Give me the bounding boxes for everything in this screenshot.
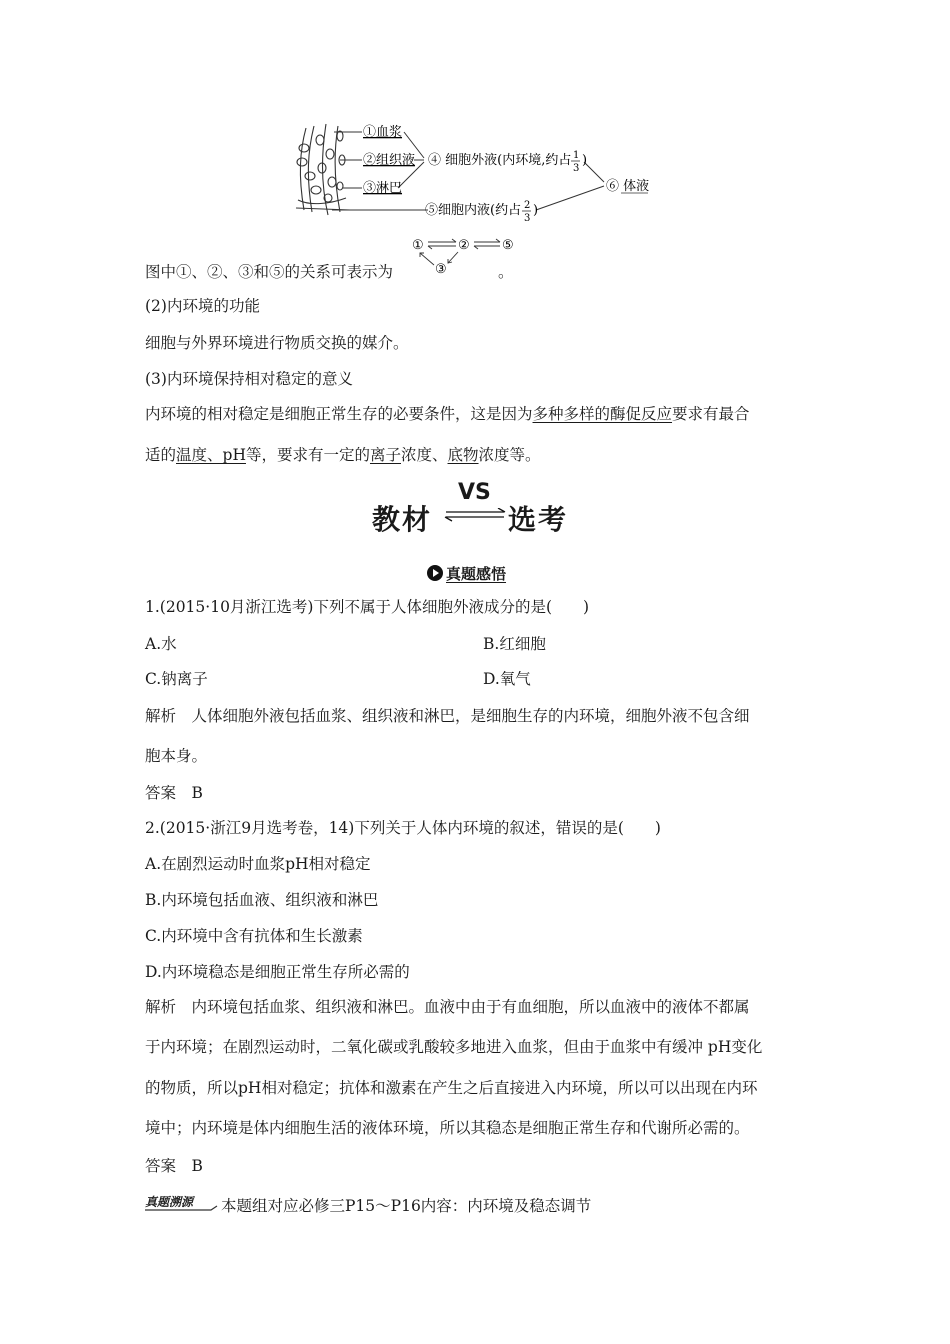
function-heading: (2)内环境的功能 (145, 297, 260, 315)
frac2-den: 3 (524, 213, 531, 224)
frac1-den: 3 (573, 163, 580, 174)
label-lymph: ③淋巴 (363, 181, 403, 196)
q2-option-b: B.内环境包括血液、组织液和淋巴 (145, 891, 379, 909)
cycle-node-3: ③ (435, 262, 447, 277)
cycle-node-5: ⑤ (502, 238, 514, 253)
label-extracellular-fluid: ④ 细胞外液(内环境,约占 (428, 153, 572, 168)
banner-left: 教材 (372, 503, 433, 536)
cell-illustration (296, 124, 350, 215)
meaning-heading: (3)内环境保持相对稳定的意义 (145, 370, 353, 388)
q2-option-c: C.内环境中含有抗体和生长激素 (145, 927, 363, 945)
banner-vs: VS (458, 480, 491, 505)
play-icon (427, 565, 443, 581)
q1-option-a: A.水 (145, 635, 177, 653)
q1-analysis-line1: 解析 人体细胞外液包括血浆、组织液和淋巴，是细胞生存的内环境，细胞外液不包含细 (145, 707, 750, 725)
q1-option-d: D.氧气 (483, 670, 531, 688)
q2-analysis-line3: 的物质，所以pH相对稳定；抗体和激素在产生之后直接进入内环境，所以可以出现在内环 (145, 1079, 758, 1097)
meaning-paragraph-line2: 适的温度、pH等，要求有一定的离子浓度、底物浓度等。 (145, 446, 541, 464)
q1-option-c: C.钠离子 (145, 670, 208, 688)
body-fluid-diagram (290, 120, 670, 230)
q2-analysis-line4: 境中；内环境是体内细胞生活的液体环境，所以其稳态是细胞正常生存和代谢所必需的。 (145, 1119, 750, 1137)
q1-stem: 1.(2015·10月浙江选考)下列不属于人体细胞外液成分的是( ) (145, 598, 590, 616)
cycle-node-1: ① (412, 238, 424, 253)
svg-text:): ) (582, 153, 588, 168)
label-body-fluid: ⑥ 体液 (606, 179, 650, 194)
textbook-vs-exam-banner (370, 480, 580, 535)
q2-option-a: A.在剧烈运动时血浆pH相对稳定 (145, 855, 371, 873)
frac1-num: 1 (573, 150, 580, 161)
q2-analysis-line1: 解析 内环境包括血浆、组织液和淋巴。血液中由于有血细胞，所以血液中的液体不都属 (145, 998, 750, 1016)
tag-underline-icon (145, 1193, 221, 1213)
meaning-paragraph-line1: 内环境的相对稳定是细胞正常生存的必要条件，这是因为多种多样的酶促反应要求有最合 (145, 405, 750, 423)
q2-option-d: D.内环境稳态是细胞正常生存所必需的 (145, 963, 410, 981)
label-intracellular-fluid: ⑤细胞内液(约占 (425, 203, 522, 218)
svg-text:): ) (533, 203, 539, 218)
label-plasma: ①血浆 (363, 125, 403, 140)
q1-answer: 答案 B (145, 784, 203, 802)
q1-analysis-line2: 胞本身。 (145, 747, 208, 765)
source-tag-label: 真题溯源 (145, 1195, 194, 1209)
q1-option-b: B.红细胞 (483, 635, 546, 653)
q2-analysis-line2: 于内环境；在剧烈运动时，二氧化碳或乳酸较多地进入血浆，但由于血浆中有缓冲 pH变化 (145, 1038, 763, 1056)
frac2-num: 2 (524, 200, 531, 211)
source-tag (145, 1193, 217, 1213)
source-text: 本题组对应必修三P15～P16内容：内环境及稳态调节 (221, 1197, 592, 1215)
banner-right: 选考 (508, 503, 569, 536)
label-tissue-fluid: ②组织液 (363, 153, 416, 168)
cycle-node-2: ② (458, 238, 470, 253)
q2-stem: 2.(2015·浙江9月选考卷，14)下列关于人体内环境的叙述，错误的是( ) (145, 819, 661, 837)
function-text: 细胞与外界环境进行物质交换的媒介。 (145, 334, 409, 352)
double-arrow-icon (442, 508, 508, 522)
section-heading: 真题感悟 (427, 563, 506, 584)
relation-sentence: 图中①、②、③和⑤的关系可表示为 。 (145, 263, 514, 281)
q2-answer: 答案 B (145, 1157, 203, 1175)
